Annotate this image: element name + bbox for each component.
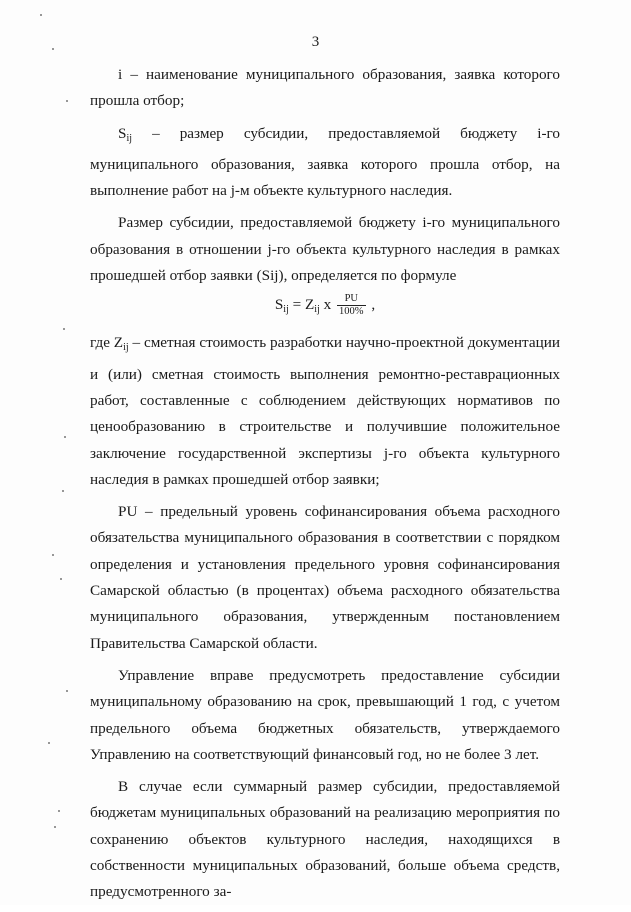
scan-speck	[52, 554, 54, 556]
zij-definition-text: – сметная стоимость разработки научно-проектной документации и (или) сметная стоимость выполнения ремонтно-реставрационных работ, составленные с соблюдением действующих нормативов по ценообразованию в строительстве и получившие положительное заключение государственной экспертизы j-го объекта культурного наследия в рамках прошедшей отбор заявки;	[90, 334, 560, 488]
formula-z-subscript: ij	[314, 304, 320, 316]
scan-speck	[60, 578, 62, 580]
zij-subscript: ij	[123, 342, 129, 354]
formula-times: x	[319, 296, 336, 314]
sij-subscript: ij	[126, 132, 133, 144]
zij-lead: где Z	[90, 334, 124, 352]
scan-speck	[66, 690, 68, 692]
formula-fraction	[337, 293, 366, 318]
scan-speck	[54, 826, 56, 828]
paragraph-sij-definition	[90, 121, 560, 205]
formula-tail: ,	[367, 296, 376, 314]
scan-speck	[58, 810, 60, 812]
scan-speck	[66, 100, 68, 102]
sij-symbol: S	[118, 124, 127, 142]
paragraph-total-subsidy: В случае если суммарный размер субсидии, предоставляемой бюджетам муниципальных образований на реализацию мероприятия по сохранению объектов культурного наследия, находящихся в собственности муниципальных образований, больше объема средств, предусмотренного за-	[90, 778, 560, 901]
sij-definition-text: – размер субсидии, предоставляемой бюджету i-го муниципального образования, заявка которого прошла отбор, на выполнение работ на j-м объекте культурного наследия.	[90, 124, 560, 200]
paragraph-multi-year: Управление вправе предусмотреть предоставление субсидии муниципальному образованию на срок, превышающий 1 год, с учетом предельного объема бюджетных обязательств, утверждаемого Управлению на соответствующий финансовый год, но не более 3 лет.	[90, 666, 560, 763]
paragraph-pu-definition: PU – предельный уровень софинансирования объема расходного обязательства муниципального образования в соответствии с порядком определения и установления предельного уровня софинансирования Самарской областью (в процентах) объема расходного обязательства муниципального образования, утвержденным постановлением Правительства Самарской области.	[90, 503, 560, 652]
scan-speck	[52, 48, 54, 50]
scan-speck	[64, 436, 66, 438]
formula-eq: = Z	[288, 296, 315, 314]
paragraph-zij-definition	[90, 330, 560, 493]
paragraph-formula-intro: Размер субсидии, предоставляемой бюджету i-го муниципального образования в отношении j-го объекта культурного наследия в рамках прошедшей отбор заявки (Sij), определяется по формуле	[90, 214, 560, 285]
formula-numerator: PU	[337, 293, 366, 306]
scan-speck	[48, 742, 50, 744]
formula-lhs-subscript: ij	[283, 304, 289, 316]
scan-speck	[62, 490, 64, 492]
paragraph-i-definition: i – наименование муниципального образования, заявка которого прошла отбор;	[90, 66, 560, 110]
formula-denominator: 100%	[339, 306, 364, 318]
scan-speck	[63, 328, 65, 330]
document-body	[90, 62, 560, 912]
page-number: 3	[311, 34, 320, 50]
formula-lhs: S	[274, 296, 284, 314]
scan-speck	[40, 14, 42, 16]
subsidy-formula	[90, 289, 560, 326]
